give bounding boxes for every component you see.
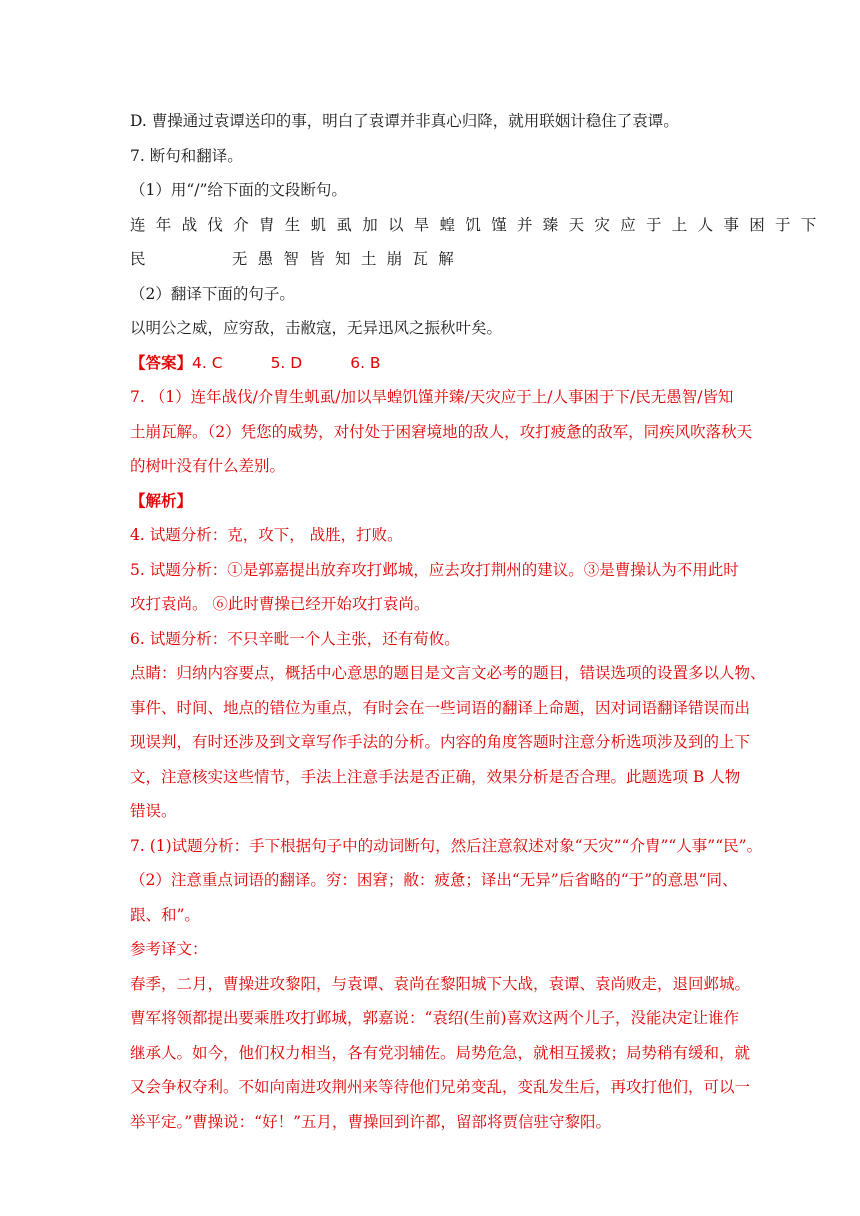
passage-line-2-start: 民 xyxy=(130,250,156,268)
answer-row xyxy=(130,346,742,381)
dianjing-line-5: 错误。 xyxy=(130,802,177,820)
translation-line-1: 春季，二月，曹操进攻黎阳，与袁谭、袁尚在黎阳城下大战，袁谭、袁尚败走，退回邺城。 xyxy=(130,974,751,993)
question-7-part-2-prompt: （2）翻译下面的句子。 xyxy=(130,284,295,303)
answer-7-line-2: 土崩瓦解。（2）凭您的威势，对付处于困窘境地的敌人，攻打疲惫的敌军，同疾风吹落秋天 xyxy=(130,422,753,441)
passage-line-2-rest: 无愚智皆知土崩瓦解 xyxy=(231,250,465,268)
sentence-to-translate: 以明公之威，应穷敌，击敝寇，无异迅风之振秋叶矣。 xyxy=(130,319,503,337)
analysis-label: 【解析】 xyxy=(130,490,193,510)
analysis-7-line-1: 7. (1)试题分析：手下根据句子中的动词断句，然后注意叙述对象“天灾”“介胄”“人事”“民”。 xyxy=(130,836,763,855)
translation-line-5: 举平定。”曹操说：“好！”五月，曹操回到许都，留部将贾信驻守黎阳。 xyxy=(130,1112,612,1131)
question-7-part-1-prompt: （1）用“/”给下面的文段断句。 xyxy=(130,181,347,199)
answer-4: 4. C xyxy=(192,353,223,372)
translation-line-4: 又会争权夺利。不如向南进攻荆州来等待他们兄弟变乱，变乱发生后，再攻打他们，可以一 xyxy=(130,1078,751,1096)
translation-line-3: 继承人。如今，他们权力相当，各有党羽辅佐。局势危急，就相互援救；局势稍有缓和，就 xyxy=(130,1043,751,1062)
analysis-6: 6. 试题分析：不只辛毗一个人主张，还有荀攸。 xyxy=(130,629,460,648)
dianjing-line-4: 文，注意核实这些情节，手法上注意手法是否正确，效果分析是否合理。此题选项 B 人物 xyxy=(130,767,741,786)
answer-7-line-3: 的树叶没有什么差别。 xyxy=(130,457,286,475)
analysis-7-line-2: （2）注意重点词语的翻译。穷：困窘；敝：疲惫；译出“无异”后省略的“于”的意思“同、 xyxy=(130,871,738,889)
option-d-text: D. 曹操通过袁谭送印的事，明白了袁谭并非真心归降，就用联姻计稳住了袁谭。 xyxy=(130,112,679,130)
answer-label: 【答案】 xyxy=(130,352,193,372)
dianjing-line-3: 现误判，有时还涉及到文章写作手法的分析。内容的角度答题时注意分析选项涉及到的上下 xyxy=(130,733,751,751)
analysis-4: 4. 试题分析：克，攻下， 战胜，打败。 xyxy=(130,526,403,544)
dianjing-line-2: 事件、时间、地点的错位为重点，有时会在一些词语的翻译上命题，因对词语翻译错误而出 xyxy=(130,698,751,717)
analysis-5-line-2: 攻打袁尚。 ⑥此时曹操已经开始攻打袁尚。 xyxy=(130,595,430,613)
question-7-heading: 7. 断句和翻译。 xyxy=(130,146,243,165)
translation-line-2: 曹军将领都提出要乘胜攻打邺城，郭嘉说：“袁绍(生前)喜欢这两个儿子，没能决定让谁作 xyxy=(130,1009,740,1027)
dianjing-line-1: 点睛：归纳内容要点，概括中心意思的题目是文言文必考的题目，错误选项的设置多以人物、 xyxy=(130,664,766,682)
analysis-5-line-1: 5. 试题分析：①是郭嘉提出放弃攻打邺城，应去攻打荆州的建议。③是曹操认为不用此时 xyxy=(130,560,739,579)
answer-6: 6. B xyxy=(350,353,381,372)
translation-label: 参考译文： xyxy=(130,940,208,958)
answer-7-line-1: 7. （1）连年战伐/介胄生虮虱/加以旱蝗饥馑并臻/天灾应于上/人事困于下/民无愚智/皆知 xyxy=(130,388,734,406)
passage-line-1: 连年战伐介胄生虮虱加以旱蝗饥馑并臻天灾应于上人事困于下 xyxy=(130,215,827,234)
passage-line-2 xyxy=(130,242,742,277)
answer-5: 5. D xyxy=(270,353,303,372)
analysis-7-line-3: 跟、和”。 xyxy=(130,905,200,924)
